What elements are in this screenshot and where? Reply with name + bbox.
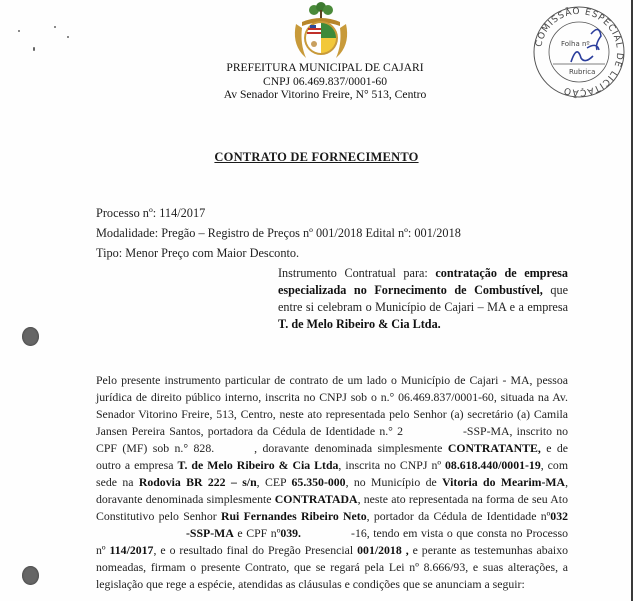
representative-rg-issuer: -SSP-MA [186,526,234,540]
body-text: , portador da Cédula de Identidade nº [366,509,551,523]
contractor-cnpj: 08.618.440/0001-19 [445,458,541,472]
tipo-line: Tipo: Menor Preço com Maior Desconto. [96,246,300,260]
institution-address: Av Senador Vitorino Freire, N° 513, Centro [223,88,427,101]
processo-line: Processo nº: 114/2017 [96,206,206,220]
body-text: , doravante denominada simplesmente [254,441,448,455]
instrument-text: Instrumento Contratual para: [278,266,436,280]
body-text: , inscrita no CNPJ nº [338,458,446,472]
stamp-rubrica-label: Rubrica [569,68,596,76]
modalidade-line: Modalidade: Pregão – Registro de Preços nº 001/2018 Edital nº: 001/2018 [96,226,461,240]
punch-hole [22,566,39,585]
body-text: e de outro a empresa [96,441,569,472]
representative-cpf: 039. [280,526,302,540]
body-text: , e o resultado final do Pregão Presencial [153,543,358,557]
punch-hole [22,327,39,346]
body-text: -16, tendo em vista o que consta no Processo nº [96,526,568,557]
contractor-address: Rodovia BR 222 – s/n [138,475,257,489]
scan-speck [54,26,56,28]
stamp-folha-label: Folha nº [561,40,590,48]
contract-preamble [96,372,568,593]
instrument-company: T. de Melo Ribeiro & Cia Ltda. [278,317,441,331]
representative-rg: 032 [550,509,568,523]
contratada-label: CONTRATADA [274,492,358,506]
body-text: e perante as testemunhas abaixo nomeadas, firmam o presente Contrato, que se regará pela Lei nº 8.666/93, e suas alterações, a legislação que rege a espécie, atendidas as cláusulas e condições que se anunciam a seguir: [96,543,568,591]
scan-speck [33,47,35,51]
institution-cnpj: CNPJ 06.469.837/0001-60 [263,74,387,88]
contractor-cep: 65.350-000 [291,475,346,489]
body-text: , neste ato representada na forma de seu Ato Constitutivo pelo Senhor [96,492,568,523]
institution-name: PREFEITURA MUNICIPAL DE CAJARI [226,61,424,74]
body-text: , doravante denominada simplesmente [96,475,569,506]
instrument-text: que entre si celebram o Município de Cajari – MA e a empresa [278,283,568,314]
body-text: , CEP [256,475,292,489]
contractor-city: Vitoria do Mearim-MA [442,475,566,489]
body-text: e CPF nº [233,526,281,540]
scan-speck [67,36,69,38]
body-text: Pelo presente instrumento particular de contrato de um lado o Município de Cajari - MA, pessoa jurídica de direito público interno, inscrita no CNPJ sob o n.° 06.469.837/0001-60, situada na Av. Senador Vitorino Freire, 513, Centro, neste ato representada pelo Senhor (a) secretário (a) Camila Jansen Pereira Santos, portadora da Cédula de Identidade n.° 2 [96,373,568,438]
document-title: CONTRATO DE FORNECIMENTO [214,150,419,164]
coat-of-arms-icon [286,2,356,60]
stamp-ring-text: COMISSÃO ESPECIAL DE LICITAÇÃO [534,6,625,98]
process-number: 114/2017 [109,543,154,557]
body-text: , no Município de [345,475,443,489]
instrument-object: contratação de empresa especializada no Fornecimento de Combustível, [278,266,568,297]
body-text: -SSP-MA, inscrito no CPF (MF) sob n.° 828. [96,424,568,455]
commission-stamp-icon [531,4,627,100]
representative-name: Rui Fernandes Ribeiro Neto [220,509,367,523]
body-text: , com sede na [96,458,568,489]
instrument-summary [278,265,568,333]
letterhead [200,61,450,102]
contratante-label: CONTRATANTE, [447,441,541,455]
contractor-name: T. de Melo Ribeiro & Cia Ltda [177,458,339,472]
scan-speck [18,30,20,32]
pregao-number: 001/2018 , [357,543,409,557]
